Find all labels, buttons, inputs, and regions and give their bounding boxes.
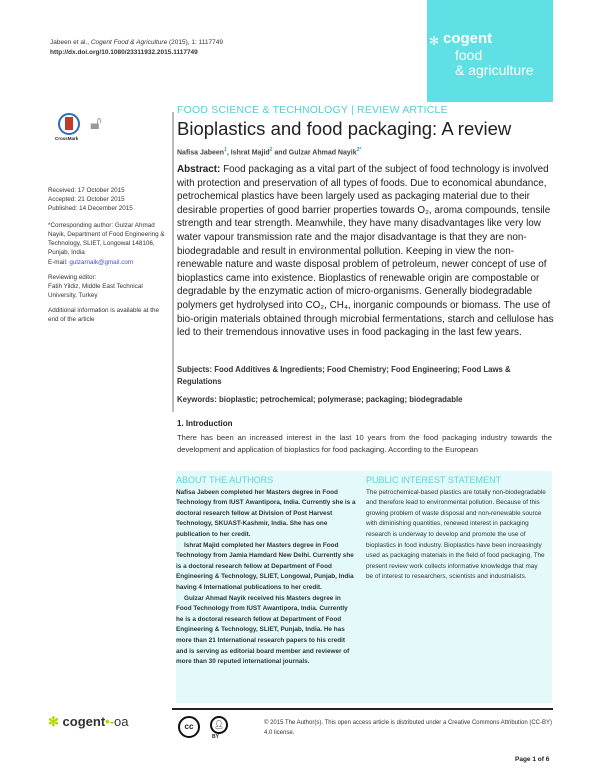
citation <box>50 38 223 58</box>
cc-label: cc <box>184 722 194 731</box>
citation-authors: Jabeen et al., <box>50 39 90 46</box>
doi-link[interactable]: http://dx.doi.org/10.1080/23311932.2015.1117749 <box>50 49 198 56</box>
journal-logo <box>427 0 553 102</box>
cogent-dots-icon: ✻ <box>429 34 440 48</box>
citation-volume: (2015), 1: 1117749 <box>169 39 223 46</box>
author[interactable]: Ishrat Majid <box>230 149 270 157</box>
logo-word: cogent <box>443 30 493 47</box>
oa-logo-word: cogent <box>62 714 106 729</box>
reviewing-editor <box>48 273 168 300</box>
oa-logo-suffix: oa <box>114 714 129 729</box>
keywords: Keywords: bioplastic; petrochemical; polymerase; packaging; biodegradable <box>177 395 463 404</box>
attribution-icon[interactable]: 👤︎ <box>210 716 228 734</box>
corresponding-author <box>48 221 168 267</box>
license-text: © 2015 The Author(s). This open access article is distributed under a Creative Commons Attribution (CC-BY) 4.0 license. <box>264 720 552 736</box>
author-list: Nafisa Jabeen$^1$, Ishrat Majid$^2$ and Gulzar Ahmad Nayik$^{2*}$ <box>177 147 362 157</box>
open-access-icon: 🔓︎ <box>90 113 102 133</box>
additional-info: Additional information is available at the end of the article <box>48 307 159 323</box>
abstract <box>177 163 557 340</box>
dates <box>48 186 168 213</box>
reviewing-label: Reviewing editor: <box>48 274 97 281</box>
intro-text: There has been an increased interest in the last 10 years from the food packaging industry towards the development and application of bioplastics for food packaging. According to the European <box>177 433 552 454</box>
creative-commons-icon[interactable] <box>178 716 200 738</box>
divider <box>172 112 174 412</box>
by-label: BY <box>212 734 219 740</box>
reviewing-editor-name: Fatih Yildiz, Middle East Technical University, Turkey <box>48 283 143 299</box>
cogent-oa-logo: ✻ cogent•-oa <box>48 714 129 729</box>
accepted-date: Accepted: 21 October 2015 <box>48 196 125 203</box>
affiliation-mark[interactable]: 2 <box>269 147 273 153</box>
author-bio: Ishrat Majid completed her Masters degree in Food Technology from Jamia Hamdard New Delhi. Currently she is a doctoral research fellow at Department of Food Engineering & Technology, SLIET, Longowal, Punjab, India having 4 International publications to her credit. <box>176 541 354 591</box>
logo-line-agriculture: & agriculture <box>455 62 534 78</box>
about-authors <box>176 475 356 668</box>
email-label: E-mail: <box>48 259 68 266</box>
corresponding-text: *Corresponding author: Gulzar Ahmad Nayik, Department of Food Engineering & Technology, SLIET, Longowal 148106, Punjab, India <box>48 222 165 256</box>
received-date: Received: 17 October 2015 <box>48 187 125 194</box>
crossmark-icon[interactable] <box>58 113 80 135</box>
about-heading: ABOUT THE AUTHORS <box>176 475 274 485</box>
section-label: FOOD SCIENCE & TECHNOLOGY | REVIEW ARTICLE <box>177 104 448 116</box>
public-interest-heading: PUBLIC INTEREST STATEMENT <box>366 475 502 485</box>
affiliation-mark[interactable]: 1 <box>224 147 227 153</box>
affiliation-mark[interactable]: 2* <box>356 147 362 153</box>
cogent-dots-icon: ✻ <box>48 714 59 729</box>
email-link[interactable]: gulzarnaik@gmail.com <box>69 259 134 266</box>
author[interactable]: Gulzar Ahmad Nayik <box>288 149 357 157</box>
info-box <box>176 471 552 703</box>
public-interest <box>366 475 546 583</box>
abstract-label: Abstract: <box>177 164 221 175</box>
crossmark-label: CrossMark <box>55 136 79 141</box>
footer-rule <box>172 708 553 710</box>
published-date: Published: 14 December 2015 <box>48 205 133 212</box>
logo-line-food: food <box>455 47 483 63</box>
subjects: Subjects: Food Additives & Ingredients; Food Chemistry; Food Engineering; Food Laws & Regulations <box>177 365 511 386</box>
author[interactable]: Nafisa Jabeen <box>177 149 225 157</box>
citation-journal: Cogent Food & Agriculture <box>90 39 168 46</box>
author-bio: Gulzar Ahmad Nayik received his Masters degree in Food Technology from IUST Awantipora, India. Currently he is a doctoral research fellow at Department of Food Engineering & Technology, SLIET, Punjab, India. He has more than 21 International research papers to his credit and is serving as editorial board member and reviewer of more than 30 reputed international journals. <box>176 594 350 666</box>
author-bio: Nafisa Jabeen completed her Masters degree in Food Technology from IUST Awantipora, India. Currently she is a doctoral research fellow at Division of Post Harvest Technology, SKUAST-Kashmir, India. She has one publication to her credit. <box>176 488 356 538</box>
page-number: Page 1 of 6 <box>515 756 550 763</box>
public-interest-text: The petrochemical-based plastics are totally non-biodegradable and therefore lead to environmental pollution. Because of this growing problem of waste disposal and non-renewable source with diminishing quantities, renewed interest in packaging research is underway to develop and promote the use of bioplastics in food industry. Bioplastics have been increasingly used as packaging materials in the field of food packaging. The present review work collects informative knowledge that may be of interest to researchers, scientists and industrialists. <box>366 488 546 581</box>
article-title: Bioplastics and food packaging: A review <box>177 118 512 139</box>
abstract-text: Food packaging as a vital part of the subject of food technology is involved with protection and preservation of all types of foods. Due to economical abundance, petrochemical plastics have been largely used as packaging material due to their desirable properties of good barrier properties towards O₂, aroma compounds, tensile strength and tear strength. Meanwhile, they have many disadvantages like very low water vapour transmission rate and the major disadvantage is that they are non-biodegradable and result in environmental pollution. Keeping in view the non-renewable nature and waste disposal problem of petroleum, newer concept of use of bioplastics came into existence. Bioplastics of renewable origin are compostable or degradable by the enzymatic action of micro-organisms. Generally biodegradable polymers get hydrolysed into CO₂, CH₄, inorganic compounds or biomass. The use of bio-origin materials obtained through microbial fermentations, starch and cellulose has led to their tremendous innovative uses in food packaging in the last few years. <box>177 164 554 339</box>
intro-heading: 1. Introduction <box>177 419 233 428</box>
